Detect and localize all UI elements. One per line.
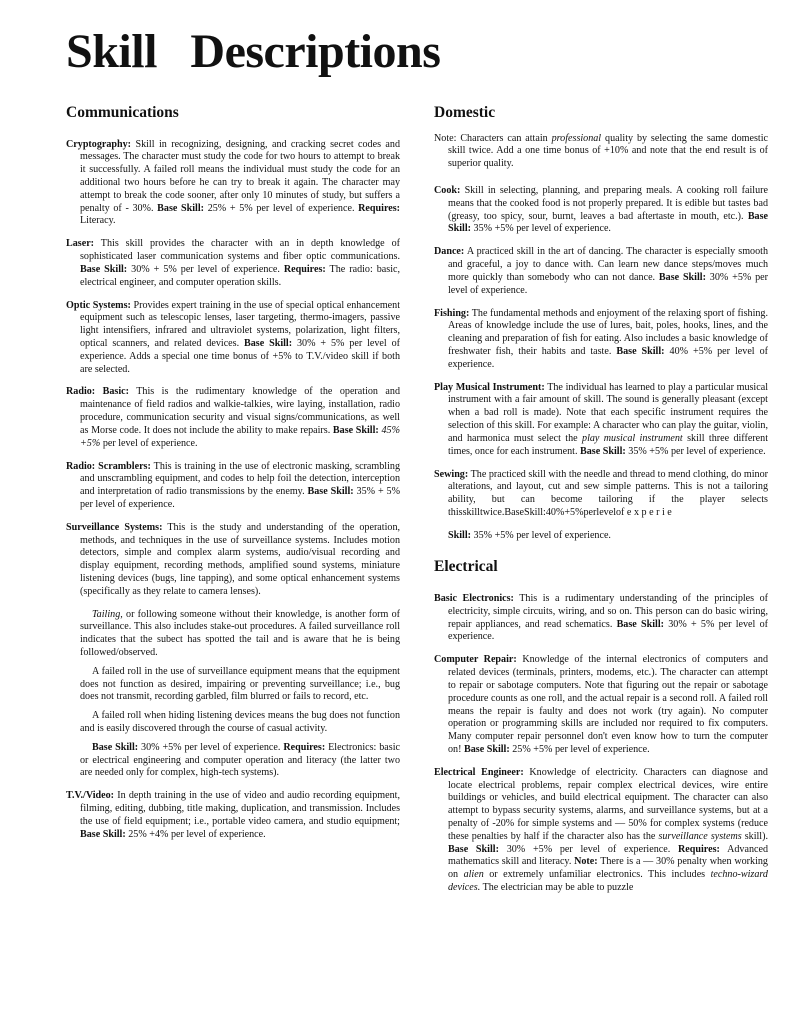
skill-term: Radio: Scramblers:	[66, 460, 151, 472]
base-skill-label: Base Skill:	[80, 263, 128, 275]
base-skill-value: 35% +5% per level of experience.	[473, 223, 611, 235]
surveillance-base-skill-paragraph	[80, 742, 400, 780]
skill-sewing	[434, 469, 768, 520]
base-skill-label: Base Skill:	[580, 445, 626, 457]
base-skill-label: Base Skill:	[448, 210, 768, 235]
skill-cryptography	[66, 139, 400, 229]
base-skill-value: 30% +5% per level of experience.	[448, 271, 769, 296]
skill-optic-systems	[66, 300, 400, 377]
requires-label: Requires:	[358, 202, 401, 214]
skill-body: skill).	[744, 830, 768, 842]
skill-body: skill three different times, once for each instrument.	[448, 432, 769, 457]
skill-body: The individual has learned to play a particular musical instrument with a fair amount of skill. The sound is generally pleasant (except when a bad roll is made). Note that each specific instrument requires the selection of this skill. For example: A character who can play the guitar, violin, and harmonica must select the	[448, 381, 769, 444]
requires-value: The radio: basic, electrical engineer, and computer operation skills.	[80, 263, 401, 288]
skill-body-emphasis: surveillance systems	[658, 830, 742, 842]
skill-body: In depth training in the use of video and audio recording equipment, filming, editing, dubbing, title making, duplication, and transmission. Includes the use of field equipment; i.e., portable video camera, and studio equipment;	[80, 790, 400, 827]
surveillance-failed-equipment-paragraph: A failed roll in the use of surveillance equipment means that the equipment does not function as desired, impairing or preventing surveillance; i.e., bug does not transmit, recording garbled, film blurred or fails to record, etc.	[80, 665, 400, 703]
surveillance-tailing-paragraph	[80, 609, 400, 660]
skill-term: Laser:	[66, 238, 95, 250]
note-label: Note:	[574, 856, 598, 868]
skill-term: Dance:	[434, 246, 465, 258]
skill-term: Computer Repair:	[434, 654, 517, 666]
skill-body: Skill in recognizing, designing, and cracking secret codes and messages. The character must study the code for two hours to attempt to break it successfully. A failed roll means the individual must study the code for an additional two hours before he can try to break it again. The character may attempt to break the code sooner, after only 10 minutes of study, but suffers a penalty of - 30%.	[80, 138, 400, 214]
skill-radio-scramblers	[66, 461, 400, 512]
skill-body: This is the study and understanding of the operation, methods, and techniques in the use of surveillance systems. Includes motion detectors, simple and complex alarm systems, audio/visual recording and display equipment, recording methods, amplified sound systems, miniature listening devices (bugs, line tapping), and some optical enhancement systems (specifically as they relate to camera lenses).	[80, 521, 401, 597]
page-title: Skill Descriptions	[66, 25, 441, 78]
skill-term: Radio: Basic:	[66, 386, 129, 398]
skill-play-musical-instrument	[434, 382, 768, 459]
base-skill-label: Base Skill:	[464, 743, 510, 755]
section-heading-communications: Communications	[66, 104, 179, 121]
base-skill-label: Base Skill:	[616, 618, 665, 630]
skill-cook	[434, 185, 768, 236]
skill-body: The fundamental methods and enjoyment of the relaxing sport of fishing. Areas of knowledge include the use of lures, bait, poles, hooks, lines, and the cleaning and preparation of fish for eating. Also includes a basic knowledge of freshwater fish, their habits and taste.	[448, 307, 769, 357]
skill-body: This is a rudimentary understanding of the principles of electricity, simple circuits, wiring, and so on. This person can do basic wiring, repair appliances, and read schematics.	[448, 593, 769, 630]
skill-radio-basic	[66, 386, 400, 450]
skill-body: The practiced skill with the needle and thread to mend clothing, do minor alterations, and layout, cut and sew simple patterns. This is not a tailoring ability, but can become tailoring if the player selects thisskilltwice.BaseSkill:40%+5%perlevelof e x p e r i e	[448, 468, 768, 518]
note-text: The electrician may be able to puzzle	[482, 882, 634, 893]
skill-term: Surveillance Systems:	[66, 521, 163, 533]
skill-body-emphasis: play musical instrument	[582, 432, 683, 444]
note-emphasis: professional	[551, 132, 602, 144]
base-skill-label: Base Skill:	[448, 843, 499, 855]
requires-value: Advanced mathematics skill and literacy.	[448, 843, 768, 868]
skill-tv-video	[66, 790, 400, 841]
note-text: quality by selecting the same domestic skill twice. Add a one time bonus of +10% and note that the end result is of superior quality.	[448, 132, 768, 170]
skill-computer-repair	[434, 654, 768, 756]
base-skill-value: 40% +5% per level of experience.	[448, 345, 768, 370]
note-text: Note: Characters can attain	[434, 132, 548, 144]
left-column	[66, 104, 400, 845]
paragraph-text: or following someone without their knowledge, is another form of surveillance. This also includes stake-out procedures. A failed surveillance roll indicates that the subect has spotted the tail and is aware that he is being followed/observed.	[80, 608, 400, 658]
skill-body: Skill in selecting, planning, and preparing meals. A cooking roll failure means that the cooked food is not properly prepared. It is edible but tastes bad (greasy, too spicy, sour, burnt, leaves a bad aftertaste in mouth, etc.).	[448, 184, 768, 222]
skill-term: Electrical Engineer:	[434, 766, 524, 778]
electrical-entries	[434, 593, 768, 895]
skill-body: This is training in the use of electronic masking, scrambling and unscrambling equipment, and codes to help foil the detection, interception and interpretation of radio transmissions by the enemy.	[80, 460, 400, 498]
right-column	[434, 104, 768, 899]
skill-term: Basic Electronics:	[434, 593, 514, 605]
skill-fishing	[434, 308, 768, 372]
skill-basic-electronics	[434, 593, 768, 644]
base-skill-value: 45% +5%	[80, 424, 400, 449]
base-skill-rest: per level of experience.	[102, 437, 198, 449]
skill-electrical-engineer	[434, 767, 768, 895]
base-skill-value: 25% +4% per level of experience.	[128, 828, 266, 840]
section-heading-electrical: Electrical	[434, 558, 498, 576]
base-skill-value: 25% + 5% per level of experience.	[207, 202, 355, 214]
skill-body: A practiced skill in the art of dancing. The character is especially smooth and graceful, a joy to dance with. Can learn new dance steps/moves much more quickly than somebody who can not dance.	[448, 246, 768, 283]
requires-value: Electronics: basic or electrical engineering and computer operation and literacy (the latter two are needed only for complex, high-tech systems).	[80, 741, 400, 779]
note-emphasis: alien	[463, 869, 484, 881]
tailing-term: Tailing,	[92, 608, 123, 620]
skill-term: Cryptography:	[66, 138, 132, 150]
note-text: or extremely unfamiliar electronics. This includes	[489, 869, 706, 881]
skill-term: T.V./Video:	[66, 790, 115, 802]
skill-term: Fishing:	[434, 307, 470, 319]
requires-value: Literacy.	[80, 215, 116, 227]
base-skill-value: 35% +5% per level of experience.	[628, 445, 766, 457]
base-skill-value: 30% +5% per level of experience.	[141, 741, 281, 753]
skill-body: Knowledge of the internal electronics of computers and related devices (terminals, printers, modems, etc.). The character can attempt to repair or sabotage computers. Note that figuring out the repair or sabotage procedure counts as one roll, and the actual repair is a second roll. A failed roll means the repair is faulty and does not work (try again). No computer operation or programming skills are included nor required to fix computers. Many computer repair personnel don't even know how to turn the computer on!	[448, 654, 769, 755]
skill-dance	[434, 246, 768, 297]
base-skill-label: Base Skill:	[92, 741, 139, 753]
base-skill-value: 30% +5% per level of experience.	[506, 843, 671, 855]
base-skill-label: Base Skill:	[658, 271, 706, 283]
base-skill-label: Base Skill:	[80, 828, 126, 840]
skill-term: Optic Systems:	[66, 299, 131, 311]
skill-body: Provides expert training in the use of special optical enhancement equipment such as telescopic lenses, laser targeting, thermo-imagers, passive light intensifiers, infrared and ultraviolet systems, polarization, light filters, optical scanners, and related devices.	[80, 299, 401, 349]
skill-body: This is the rudimentary knowledge of the operation and maintenance of field radios and walkie-talkies, wire laying, installation, radio procedure, communication security and visual signs/communications, as well as Morse code. It does not include the ability to make repairs.	[80, 386, 400, 436]
base-skill-label: Skill:	[448, 529, 472, 541]
skill-body: Knowledge of electricity. Characters can diagnose and locate electrical problems, repair complex electrical devices, wire entire buildings or vehicles, and build electrical equipment. The character can also attempt to bypass security systems, alarms, and surveillance systems, but at a penalty of -20% for simple systems and — 50% for complex systems (reduce these penalties by half if the character also has the	[448, 766, 768, 842]
base-skill-value: 25% +5% per level of experience.	[512, 743, 650, 755]
surveillance-failed-hiding-paragraph: A failed roll when hiding listening devices means the bug does not function and is easily discovered through the course of casual activity.	[80, 710, 400, 734]
skill-surveillance-systems	[66, 522, 400, 599]
section-heading-domestic: Domestic	[434, 104, 496, 121]
base-skill-value: 35% + 5% per level of experience.	[80, 486, 400, 510]
requires-label: Requires:	[678, 843, 720, 855]
base-skill-value: 35% +5% per level of experience.	[473, 529, 611, 541]
communications-entries	[66, 139, 400, 842]
base-skill-label: Base Skill:	[244, 337, 293, 349]
base-skill-label: Base Skill:	[307, 486, 354, 498]
note-text: There is a — 30% penalty when working on	[448, 856, 768, 881]
base-skill-value: 30% + 5% per level of experience. Adds a special one time bonus of +5% to T.V./video skill if both are selected.	[80, 337, 400, 375]
requires-label: Requires:	[283, 263, 326, 275]
requires-label: Requires:	[283, 741, 326, 753]
base-skill-label: Base Skill:	[332, 424, 379, 436]
skill-term: Cook:	[434, 184, 461, 196]
domestic-note	[434, 133, 768, 171]
base-skill-value: 30% + 5% per level of experience.	[131, 263, 280, 275]
base-skill-label: Base Skill:	[157, 202, 205, 214]
note-emphasis: techno-wizard devices.	[448, 869, 768, 893]
skill-term: Sewing:	[434, 468, 469, 480]
sewing-base-skill-continuation	[448, 530, 768, 543]
skill-body: This skill provides the character with an in depth knowledge of sophisticated laser communication systems and fiber optic communications.	[80, 238, 400, 263]
base-skill-value: 30% + 5% per level of experience.	[448, 618, 768, 643]
base-skill-label: Base Skill:	[616, 345, 665, 357]
skill-laser	[66, 238, 400, 289]
skill-term: Play Musical Instrument:	[434, 381, 545, 393]
